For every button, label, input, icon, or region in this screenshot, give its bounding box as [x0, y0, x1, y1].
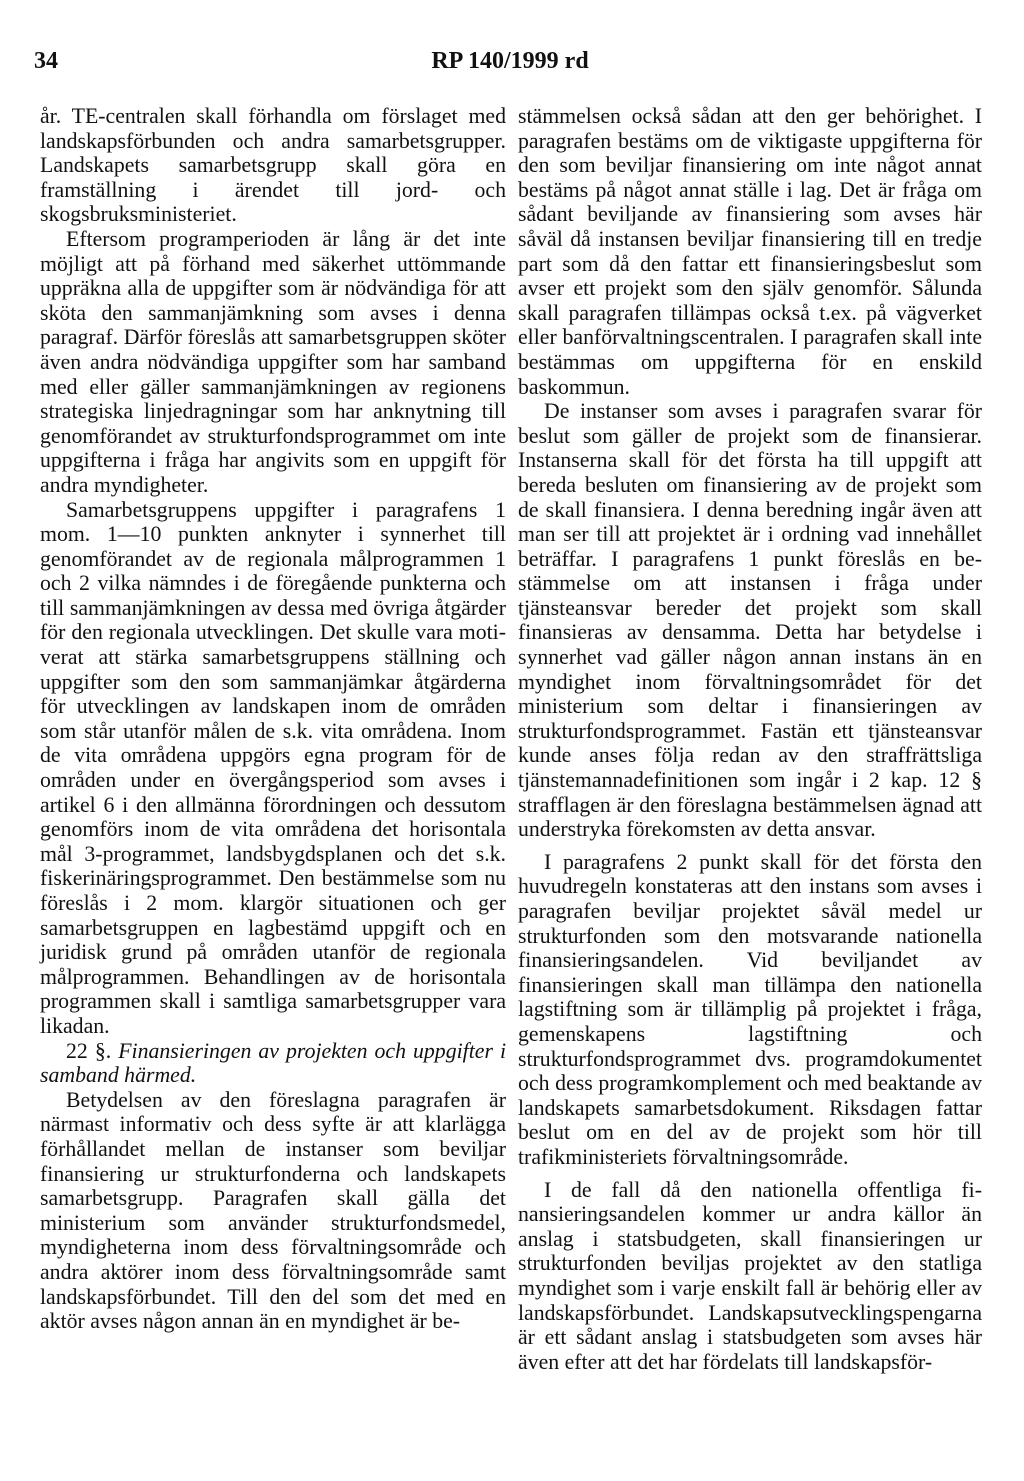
right-column	[518, 104, 982, 1374]
paragraph: stämmelsen också sådan att den ger behörighet. I paragrafen bestäms om de viktigaste uppgifterna för den som beviljar finansiering om inte något annat bestäms på något annat ställe i lag. Det är fråga om sådant beviljande av finansiering som avses här såväl då instansen beviljar finansiering till en tredje part som då den fattar ett finansieringsbeslut som avser ett projekt som den själv genomför. Sålunda skall paragrafen tillämpas också t.ex. på vägverket eller banförvaltningscentralen. I paragrafen skall inte bestämmas om uppgifterna för en enskild baskommun.	[518, 104, 982, 399]
left-column	[40, 104, 506, 1334]
running-head: RP 140/1999 rd	[431, 48, 589, 74]
paragraph: De instanser som avses i paragrafen svarar för beslut som gäller de projekt som de finansierar. Instanserna skall för det första ha till uppgift att bereda besluten om finansiering av de projekt som de skall finansiera. I denna beredning ingår även att man ser till att projektet är i ordning vad innehållet beträffar. I paragrafens 1 punkt föreslås en bestämmelse om att instansen i fråga under tjänsteansvar bereder det projekt som skall finansieras av densamma. Detta har betydelse i synnerhet vad gäller någon annan instans än en myndighet inom förvaltningsområdet för det ministerium som deltar i finansieringen av strukturfondsprogrammet. Fastän ett tjänsteansvar kunde anses följa redan av den straffrättsliga tjänstemannadefinitionen som ingår i 2 kap. 12 § strafflagen är den föreslagna bestämmelsen ägnad att understryka förekomsten av detta ansvar.	[518, 399, 982, 842]
page-number: 34	[34, 48, 58, 74]
paragraph: år. TE-centralen skall förhandla om förslaget med landskapsförbunden och andra samarbetsgrupper. Landskapets samarbetsgrupp skall göra en framställning i ärendet till jord- och skogsbruksministeriet.	[40, 104, 506, 227]
section-title: Finansieringen av projekten och uppgifter i samband härmed.	[40, 1038, 507, 1088]
paragraph: Eftersom programperioden är lång är det inte möjligt att på förhand med säkerhet uttömmande uppräkna alla de uppgifter som är nödvändiga för att sköta den sammanjämkning som avses i denna paragraf. Därför föreslås att samarbetsgruppen sköter även andra nödvändiga uppgifter som har samband med eller gäller sammanjämkningen av regionens strategiska linjedragningar som har anknytning till genomförandet av strukturfondsprogrammet om inte uppgifterna i fråga har angivits som en uppgift för andra myndigheter.	[40, 226, 506, 497]
section-heading	[40, 1039, 506, 1088]
paragraph: Samarbetsgruppens uppgifter i paragrafens 1 mom. 1—10 punkten anknyter i synnerhet till genomförandet av de regionala målprogrammen 1 och 2 vilka nämndes i de föregående punkterna och till sammanjämkningen av dessa med övriga åtgärder för den regionala utvecklingen. Det skulle vara motiverat att stärka samarbetsgruppens ställning och uppgifter som den som sammanjämkar åtgärderna för utvecklingen av landskapen inom de områden som står utanför målen de s.k. vita områdena. Inom de vita områdena uppgörs egna program för de områden under en övergångsperiod som avses i artikel 6 i den allmänna förordningen och dessutom genomförs inom de vita områdena det horisontala mål 3-programmet, landsbygdsplanen och det s.k. fiskerinäringsprogrammet. Den bestämmelse som nu föreslås i 2 mom. klargör situationen och ger samarbetsgruppen en lagbestämd uppgift och en juridisk grund på områden utanför de regionala målprogrammen. Behandlingen av de horisontala programmen skall i samtliga samarbetsgrupper vara likadan.	[40, 497, 506, 1038]
paragraph: I de fall då den nationella offentliga finansieringsandelen kommer ur andra källor än anslag i statsbudgeten, skall finansieringen ur strukturfonden beviljas projektet av den statliga myndighet som i varje enskilt fall är behörig eller av landskapsförbundet. Landskapsutvecklingspengarna är ett sådant anslag i statsbudgeten som avses här även efter att det har fördelats till landskapsför-	[518, 1177, 982, 1374]
section-number: 22 §.	[66, 1038, 112, 1063]
paragraph: Betydelsen av den föreslagna paragrafen är närmast informativ och dess syfte är att klarlägga förhållandet mellan de instanser som beviljar finansiering ur strukturfonderna och landskapets samarbetsgrupp. Paragrafen skall gälla det ministerium som använder strukturfondsmedel, myndigheterna inom dess förvaltningsområde och andra aktörer inom dess förvaltningsområde samt landskapsförbundet. Till den del som det med en aktör avses någon annan än en myndighet är be-	[40, 1087, 506, 1334]
paragraph: I paragrafens 2 punkt skall för det första den huvudregeln konstateras att den instans som avses i paragrafen beviljar projektet såväl medel ur strukturfonden som den motsvarande nationella finansieringsandelen. Vid beviljandet av finansieringen skall man tillämpa den nationella lagstiftning som är tillämplig på projektet i fråga, gemenskapens lagstiftning och strukturfondsprogrammet dvs. programdokumentet och dess programkomplement och med beaktande av landskapets samarbetsdokument. Riksdagen fattar beslut om en del av de projekt som hör till trafikministeriets förvaltningsområde.	[518, 849, 982, 1169]
page-header	[34, 48, 986, 88]
